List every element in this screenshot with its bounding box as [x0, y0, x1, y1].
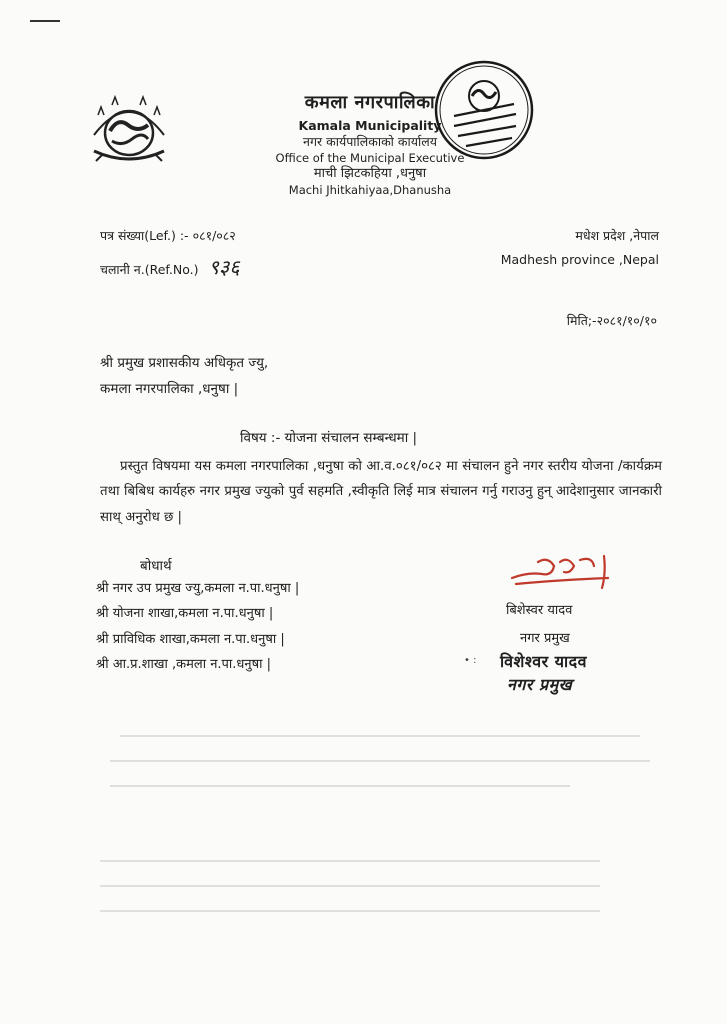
stamp-signatory-name: विशेश्वर यादव [500, 652, 588, 671]
office-name-np: नगर कार्यपालिकाको कार्यालय [303, 134, 437, 150]
office-name-en: Office of the Municipal Executive [275, 150, 465, 165]
province-info [501, 224, 659, 273]
signatory-title: नगर प्रमुख [520, 631, 570, 646]
bleed-through [110, 760, 650, 762]
nepal-emblem-icon [88, 95, 170, 165]
subject-line: विषय :- योजना संचालन सम्बन्धमा | [240, 430, 418, 446]
cc-item: श्री नगर उप प्रमुख ज्यु,कमला न.पा.धनुषा | [96, 581, 300, 596]
dispatch-number [100, 248, 240, 287]
bleed-through [120, 735, 640, 737]
bleed-through [100, 885, 600, 887]
cc-list [96, 576, 299, 677]
cc-item: श्री आ.प्र.शाखा ,कमला न.पा.धनुषा | [96, 657, 272, 673]
signatory-name: बिशेस्वर यादव [506, 603, 573, 618]
letter-date: मिति;-२०८१/१०/१० [566, 313, 657, 328]
addressee [100, 350, 268, 403]
cc-item: श्री योजना शाखा,कमला न.पा.धनुषा | [96, 606, 274, 622]
address-np: माची झिटकहिया ,धनुषा [313, 166, 427, 182]
stamp-signatory-title: नगर प्रमुख [507, 675, 573, 694]
dispatch-number-label: चलानी न.(Ref.No.) [100, 262, 199, 278]
cc-title: बोधार्थ [140, 558, 172, 574]
handwritten-signature [508, 552, 628, 594]
municipality-name-np: कमला नगरपालिका [304, 92, 436, 113]
stamp-mark: • : [464, 655, 477, 666]
bleed-through [100, 860, 600, 862]
cc-item: श्री प्राविधिक शाखा,कमला न.पा.धनुषा | [96, 631, 285, 647]
province-en: Madhesh province ,Nepal [500, 252, 659, 268]
corner-mark [30, 20, 60, 22]
letter-number-value: ०८१/०८२ [192, 228, 236, 243]
letter-reference [100, 224, 240, 287]
bleed-through [110, 785, 570, 787]
letter-number [100, 224, 240, 248]
municipality-name-en: Kamala Municipality [298, 117, 442, 133]
addressee-line-1: श्री प्रमुख प्रशासकीय अधिकृत ज्यु, [100, 355, 269, 371]
letter-body: प्रस्तुत विषयमा यस कमला नगरपालिका ,धनुषा को आ.व.०८१/०८२ मा संचालन हुने नगर स्तरीय योजना /कार्यक्रम तथा बिबिध कार्यहरु नगर प्रमुख ज्युको पुर्व सहमति ,स्वीकृति लिई मात्र संचालन गर्नु गराउनु हुन् आदेशानुसार जानकारी साथ् अनुरोध छ | [100, 459, 662, 525]
dispatch-number-value: ९३६ [208, 255, 240, 280]
address-en: Machi Jhitkahiyaa,Dhanusha [288, 183, 452, 198]
letterhead [250, 92, 490, 198]
addressee-line-2: कमला नगरपालिका ,धनुषा | [100, 381, 239, 398]
letter-number-label: पत्र संख्या(Lef.) :- [100, 228, 189, 243]
bleed-through [100, 910, 600, 912]
province-np: मधेश प्रदेश ,नेपाल [575, 228, 659, 243]
